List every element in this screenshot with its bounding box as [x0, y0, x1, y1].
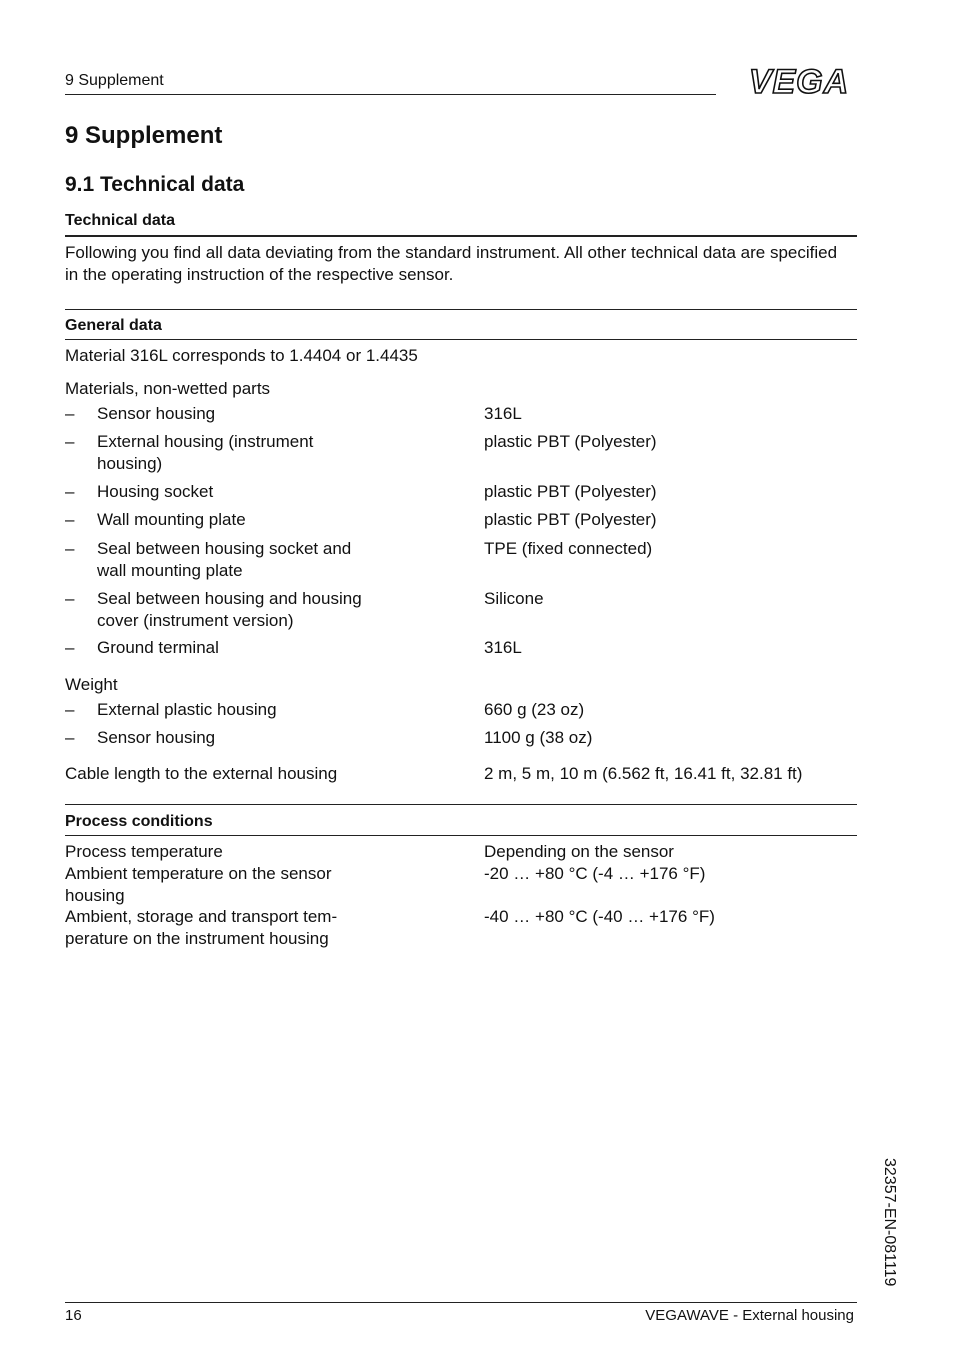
weight-item-label: External plastic housing	[97, 700, 277, 719]
footer-product: VEGAWAVE - External housing	[645, 1307, 854, 1324]
weight-label: Weight	[65, 675, 118, 694]
material-item-value: 316L	[484, 404, 522, 423]
list-dash: –	[65, 482, 75, 501]
list-dash: –	[65, 589, 75, 608]
material-item-label: External housing (instrument housing)	[97, 432, 314, 473]
material-item-label: Wall mounting plate	[97, 510, 246, 529]
section-title: 9.1 Technical data	[65, 173, 245, 196]
general-data-top-rule	[65, 309, 857, 310]
process-row-label: Ambient, storage and transport tem-perature on the instrument housing	[65, 907, 338, 948]
material-item-label: Housing socket	[97, 482, 214, 501]
material-item-label: Ground terminal	[97, 638, 219, 657]
technical-data-intro: Following you find all data deviating from the standard instrument. All other technical data are specified in the operating instruction of the respective sensor.	[65, 243, 838, 284]
header-rule	[65, 94, 716, 95]
vega-logo	[740, 64, 858, 98]
weight-item-value: 1100 g (38 oz)	[484, 728, 593, 747]
page-number: 16	[65, 1307, 82, 1324]
list-dash: –	[65, 432, 75, 451]
process-conditions-heading: Process conditions	[65, 813, 213, 830]
material-item-value: plastic PBT (Polyester)	[484, 482, 657, 501]
list-dash: –	[65, 728, 75, 747]
material-note: Material 316L corresponds to 1.4404 or 1.4435	[65, 346, 418, 365]
process-conditions-rule	[65, 835, 857, 836]
process-row-label: Process temperature	[65, 842, 223, 861]
material-item-label: Seal between housing socket and wall mounting plate	[97, 539, 352, 580]
material-item-value: 316L	[484, 638, 522, 657]
weight-item-value: 660 g (23 oz)	[484, 700, 585, 719]
document-id: 32357-EN-081119	[881, 1158, 898, 1287]
running-header: 9 Supplement	[65, 72, 164, 89]
process-row-value: -40 … +80 °C (-40 … +176 °F)	[484, 907, 715, 926]
weight-item-label: Sensor housing	[97, 728, 216, 747]
process-row-value: -20 … +80 °C (-4 … +176 °F)	[484, 864, 706, 883]
page-title: 9 Supplement	[65, 122, 223, 149]
materials-label: Materials, non-wetted parts	[65, 379, 271, 398]
material-item-value: plastic PBT (Polyester)	[484, 432, 657, 451]
footer-rule	[65, 1302, 857, 1303]
list-dash: –	[65, 638, 75, 657]
general-data-heading: General data	[65, 317, 162, 334]
list-dash: –	[65, 510, 75, 529]
list-dash: –	[65, 404, 75, 423]
material-item-value: plastic PBT (Polyester)	[484, 510, 657, 529]
process-row-value: Depending on the sensor	[484, 842, 674, 861]
cable-length-value: 2 m, 5 m, 10 m (6.562 ft, 16.41 ft, 32.81 ft)	[484, 764, 803, 783]
list-dash: –	[65, 539, 75, 558]
material-item-label: Seal between housing and housing cover (instrument version)	[97, 589, 362, 630]
process-row-label: Ambient temperature on the sensor housing	[65, 864, 332, 905]
general-data-rule	[65, 339, 857, 340]
process-conditions-top-rule	[65, 804, 857, 805]
vega-logo-text: VEGA	[748, 64, 850, 98]
cable-length-label: Cable length to the external housing	[65, 764, 338, 783]
material-item-value: TPE (fixed connected)	[484, 539, 653, 558]
technical-data-heading: Technical data	[65, 212, 175, 229]
material-item-value: Silicone	[484, 589, 544, 608]
list-dash: –	[65, 700, 75, 719]
technical-data-rule	[65, 235, 857, 237]
material-item-label: Sensor housing	[97, 404, 216, 423]
